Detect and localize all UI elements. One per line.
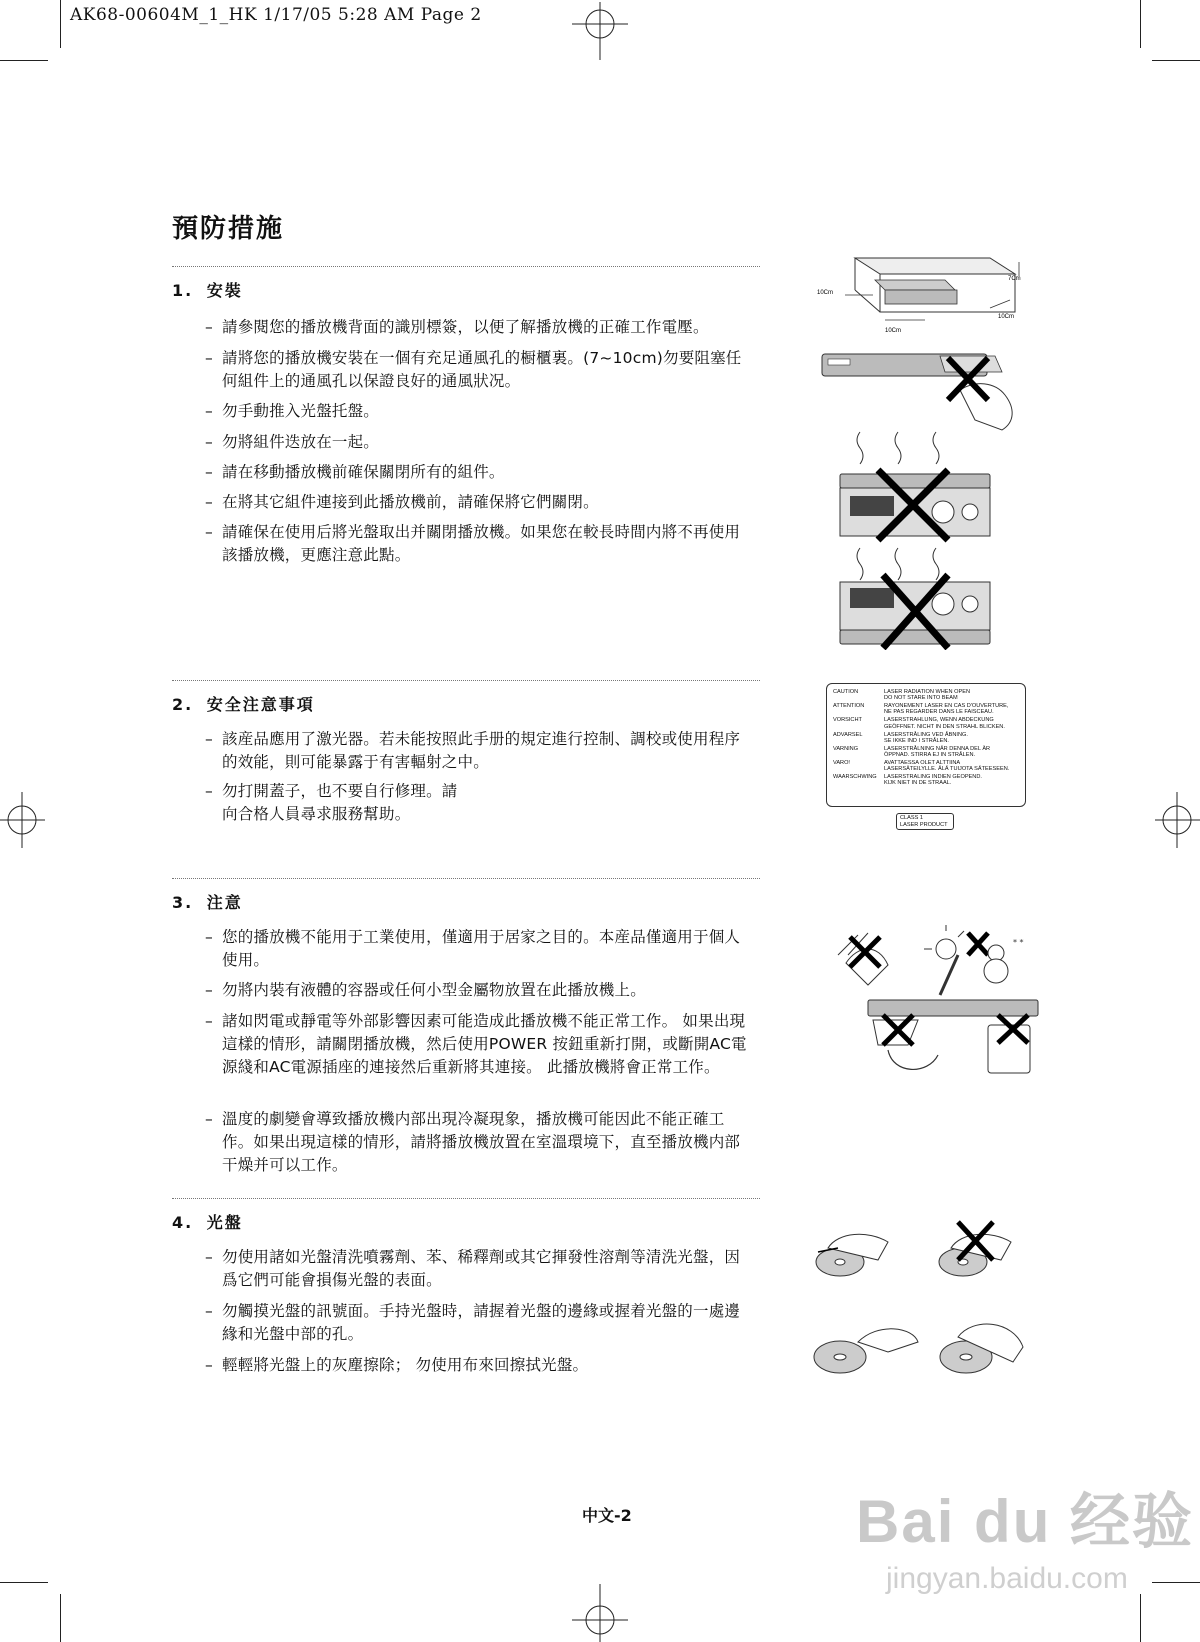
section-number: 2.	[172, 695, 194, 714]
list-item: – 在將其它組件連接到此播放機前，請確保將它們關閉。	[205, 493, 599, 511]
section-heading	[172, 890, 243, 913]
registration-mark-right	[1155, 770, 1200, 870]
section-title: 注意	[206, 893, 243, 912]
label-row: ATTENTION RAYONEMENT LASER EN CAS D'OUVERTURE, NE PAS REGARDER DANS LE FAISCEAU.	[833, 703, 1009, 716]
list-item: – 勿手動推入光盤托盤。	[205, 402, 380, 420]
disc-handling-illustration	[808, 1212, 1048, 1387]
dimension-label: 10Cm	[817, 290, 834, 296]
section-divider	[172, 266, 760, 267]
list-item: – 勿打開蓋子，也不要自行修理。請向合格人員尋求服務幫助。	[205, 782, 458, 823]
list-item: – 請參閱您的播放機背面的識別標簽，以便了解播放機的正確工作電壓。	[205, 318, 709, 336]
label-row: VARNING LASERSTRÅLNING NÄR DENNA DEL ÄR ÖPPNAD. STIRRA EJ IN STRÅLEN.	[833, 745, 991, 759]
page-number: 中文-2	[582, 1506, 632, 1525]
list-item: – 請在移動播放機前確保關閉所有的組件。	[205, 463, 505, 481]
svg-text:* *: * *	[1013, 938, 1024, 947]
list-item: – 該産品應用了激光器。若未能按照此手册的規定進行控制、調校或使用程序的效能，則可能暴露于有害輻射之中。	[205, 730, 741, 771]
section-number: 3.	[172, 893, 194, 912]
list-item: – 請確保在使用后將光盤取出并關閉播放機。如果您在較長時間内將不再使用該播放機，更應注意此點。	[205, 523, 741, 564]
dimension-label: 10Cm	[885, 328, 902, 334]
watermark-url: jingyan.baidu.com	[886, 1562, 1128, 1595]
label-row: ADVARSEL LASERSTRÅLING VED ÅBNING. SE IKKE IND I STRÅLEN.	[833, 731, 968, 744]
stacking-warning-illustration	[838, 430, 998, 650]
registration-mark-left	[0, 770, 45, 870]
page-title: 預防措施	[172, 214, 285, 244]
print-header: AK68-00604M_1_HK 1/17/05 5:28 AM Page 2	[70, 5, 482, 25]
list-item: – 勿將内裝有液體的容器或任何小型金屬物放置在此播放機上。	[205, 981, 646, 999]
list-item: – 輕輕將光盤上的灰塵擦除； 勿使用布來回擦拭光盤。	[205, 1356, 589, 1374]
section-number: 1.	[172, 281, 194, 300]
section-divider	[172, 680, 760, 681]
label-row: WAARSCHWING LASERSTRALING INDIEN GEOPEND. KIJK NIET IN DE STRAAL.	[833, 774, 982, 787]
list-item: – 勿觸摸光盤的訊號面。手持光盤時，請握着光盤的邊緣或握着光盤的一處邊緣和光盤中部的孔。	[205, 1302, 741, 1343]
section-divider	[172, 1198, 760, 1199]
watermark-logo: Bai du 经验	[856, 1488, 1195, 1555]
section-heading	[172, 278, 243, 301]
label-row: CAUTION LASER RADIATION WHEN OPEN DO NOT STARE INTO BEAM	[833, 689, 970, 702]
section-divider	[172, 878, 760, 879]
section-title: 安全注意事項	[206, 695, 315, 714]
environment-hazards-illustration	[828, 925, 1048, 1075]
section-number: 4.	[172, 1213, 194, 1232]
list-item: – 溫度的劇變會導致播放機内部出現冷凝現象，播放機可能因此不能正確工作。如果出現這樣的情形，請將播放機放置在室溫環境下，直至播放機内部干燥并可以工作。	[205, 1110, 741, 1174]
section-heading	[172, 692, 315, 715]
list-item: – 勿將組件迭放在一起。	[205, 433, 380, 451]
list-item: – 您的播放機不能用于工業使用，僅適用于居家之目的。本産品僅適用于個人使用。	[205, 928, 741, 969]
registration-mark-bottom	[550, 1584, 650, 1642]
list-item: – 請將您的播放機安裝在一個有充足通風孔的橱櫃裏。(7~10cm)勿要阻塞任何組件上的通風孔以保證良好的通風狀况。	[205, 349, 742, 390]
section-title: 安裝	[206, 281, 243, 300]
ventilation-illustration	[815, 250, 1030, 345]
tray-push-illustration	[820, 350, 1020, 435]
dimension-label: 7Cm	[1008, 276, 1021, 282]
section-heading	[172, 1210, 243, 1233]
label-row: VORSICHT LASERSTRAHLUNG, WENN ABDECKUNG GEÖFFNET. NICHT IN DEN STRAHL BLICKEN.	[833, 717, 1005, 730]
laser-class-label: CLASS 1 LASER PRODUCT	[896, 813, 954, 830]
list-item: – 勿使用諸如光盤清洗噴霧劑、苯、稀釋劑或其它揮發性溶劑等清洗光盤，因爲它們可能會損傷光盤的表面。	[205, 1248, 741, 1289]
laser-warning-label	[826, 683, 1026, 807]
dimension-label: 10Cm	[998, 314, 1015, 320]
label-row: VARO! AVATTAESSA OLET ALTTIINA LASERSÄTEILYLLE. ÄLÄ TUIJOTA SÄTEESEEN.	[833, 759, 1010, 773]
list-item: – 諸如閃電或靜電等外部影響因素可能造成此播放機不能正常工作。 如果出現這樣的情形，請關閉播放機，然后使用POWER 按鈕重新打開，或斷開AC電源綫和AC電源插座的連接然后重新將其連接。 此播放機將會正常工作。	[205, 1012, 747, 1076]
registration-mark-top	[550, 2, 650, 60]
section-title: 光盤	[206, 1213, 243, 1232]
